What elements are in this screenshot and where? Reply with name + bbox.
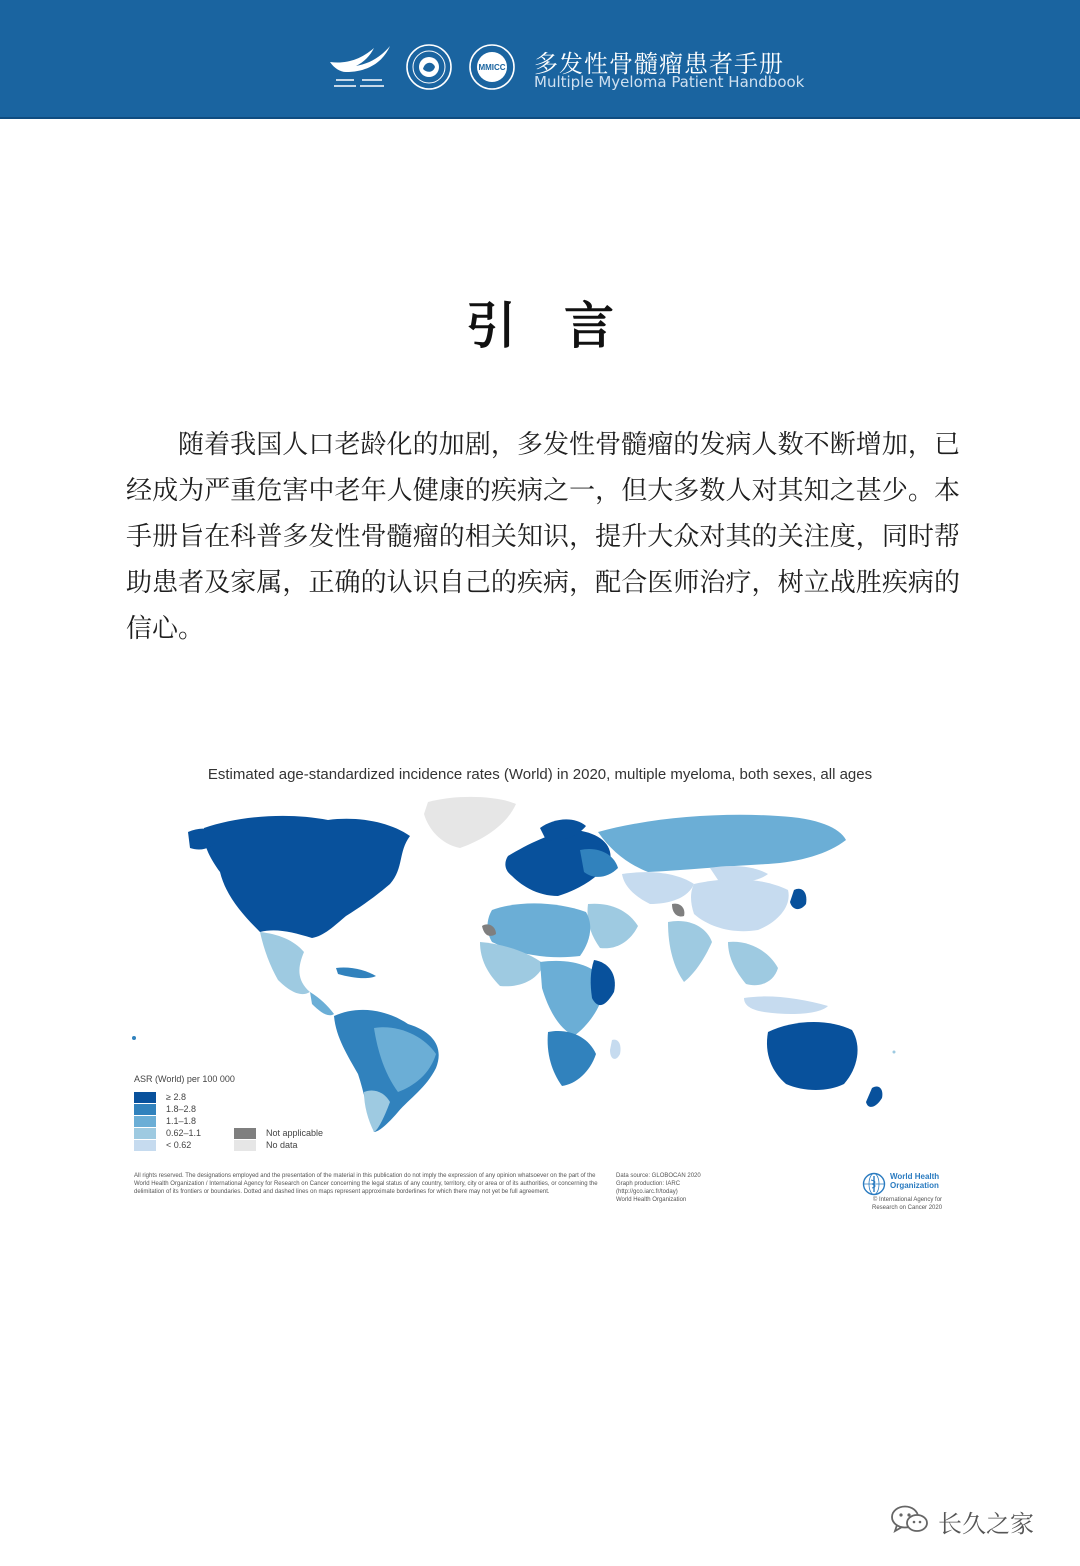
who-copy-line: Research on Cancer 2020	[872, 1205, 943, 1211]
region-north-america	[204, 816, 410, 938]
legend-item	[134, 1140, 191, 1151]
who-name-line: Organization	[890, 1181, 939, 1190]
source-line: Graph production: IARC	[616, 1181, 681, 1187]
page-title	[0, 286, 1080, 358]
legend-swatch	[234, 1128, 256, 1139]
region-australia	[767, 1022, 858, 1090]
header-title-cn: 多发性骨髓瘤患者手册	[534, 50, 784, 78]
region-caribbean	[336, 967, 376, 978]
header-bar	[0, 0, 1080, 119]
title-char-2: 言	[564, 296, 614, 355]
region-southeast-asia	[728, 942, 778, 985]
legend-label: 1.1–1.8	[166, 1116, 197, 1126]
association-logo-icon	[326, 42, 394, 94]
source-line: World Health Organization	[616, 1197, 687, 1203]
legend-label: No data	[266, 1140, 298, 1150]
who-name-line: World Health	[890, 1172, 940, 1181]
legend-label: Not applicable	[266, 1128, 324, 1138]
region-indonesia	[744, 996, 828, 1014]
wechat-icon	[890, 1504, 930, 1536]
region-central-asia	[622, 872, 694, 904]
who-emblem-icon	[862, 1172, 886, 1196]
legend-item-no-data	[234, 1140, 298, 1151]
legend-swatch	[134, 1104, 156, 1115]
region-india	[668, 921, 712, 982]
mmicc-label: MMICC	[478, 63, 506, 72]
world-map	[128, 792, 958, 1132]
region-greenland	[424, 797, 516, 848]
legend-label: 0.62–1.1	[166, 1128, 202, 1138]
legend-title: ASR (World) per 100 000	[134, 1074, 235, 1084]
region-pacific-island	[893, 1051, 896, 1054]
header-title-en: Multiple Myeloma Patient Handbook	[534, 73, 805, 91]
region-central-america	[310, 992, 334, 1015]
legend-label: ≥ 2.8	[166, 1092, 186, 1102]
hospital-seal-icon	[405, 43, 453, 91]
map-source	[616, 1172, 756, 1204]
mmicc-seal-icon	[468, 43, 516, 91]
who-name	[890, 1172, 939, 1190]
legend-item	[134, 1104, 196, 1115]
watermark	[890, 1502, 1060, 1538]
world-map-figure	[128, 758, 958, 1218]
region-mongolia	[710, 866, 768, 882]
region-japan-korea	[790, 889, 806, 909]
legend-label: 1.8–2.8	[166, 1104, 197, 1114]
source-line: Data source: GLOBOCAN 2020	[616, 1173, 701, 1179]
region-mexico	[260, 932, 310, 994]
region-madagascar	[610, 1040, 621, 1059]
region-southern-africa	[548, 1031, 596, 1086]
legend-swatch	[134, 1116, 156, 1127]
legend-swatch	[134, 1128, 156, 1139]
map-title: Estimated age-standardized incidence rates (World) in 2020, multiple myeloma, both sexes, all ages	[207, 766, 873, 783]
region-not-applicable	[672, 904, 684, 917]
title-char-1: 引	[466, 296, 516, 355]
region-hawaii	[132, 1036, 136, 1040]
legend-swatch	[134, 1092, 156, 1103]
legend-swatch	[134, 1140, 156, 1151]
legend-label: < 0.62	[166, 1140, 192, 1150]
who-copyright	[872, 1196, 942, 1212]
region-middle-east	[588, 904, 639, 949]
source-line: (http://gco.iarc.fr/today)	[616, 1189, 678, 1195]
legend-swatch	[234, 1140, 256, 1151]
legend-item	[134, 1092, 186, 1103]
intro-paragraph: 随着我国人口老龄化的加剧，多发性骨髓瘤的发病人数不断增加，已经成为严重危害中老年人健康的疾病之一，但大多数人对其知之甚少。本手册旨在科普多发性骨髓瘤的相关知识，提升大众对其的关注度，同时帮助患者及家属，正确的认识自己的疾病，配合医师治疗，树立战胜疾病的信心。	[126, 430, 960, 644]
region-china	[691, 879, 789, 931]
who-copy-line: © International Agency for	[872, 1197, 943, 1203]
region-eastern-europe	[580, 849, 618, 877]
legend-item	[134, 1116, 196, 1127]
map-disclaimer: All rights reserved. The designations employed and the presentation of the material in this publication do not imply the expression of any opinion whatsoever on the part of the World Health Organization / International Agency for Research on Cancer concerning the legal status of any country, territory, city or area or of its authorities, or concerning the delimitation of its frontiers or boundaries. Dotted and dashed lines on maps represent approximate borderlines for which there may not yet be full agreement.	[134, 1173, 598, 1195]
legend-item	[134, 1128, 201, 1139]
region-russia	[598, 815, 846, 872]
watermark-text: 长久之家	[938, 1510, 1034, 1538]
region-east-africa	[591, 960, 615, 1005]
region-new-zealand	[866, 1086, 882, 1106]
legend-item-not-applicable	[234, 1128, 323, 1139]
